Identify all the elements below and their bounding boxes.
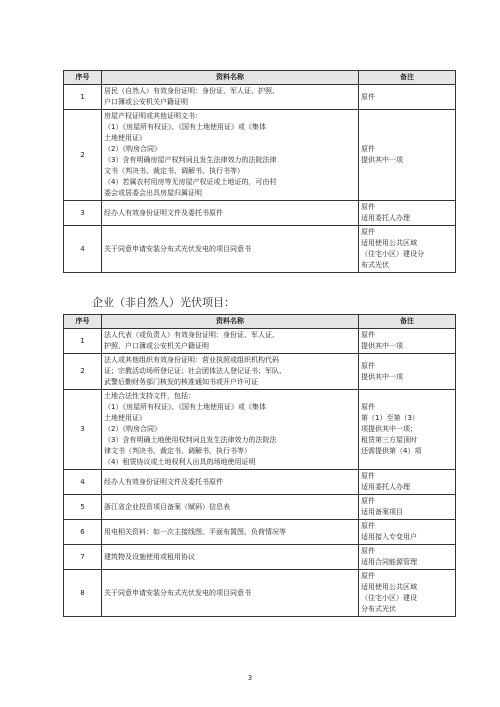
remark-line: 适用备案项目: [361, 508, 403, 516]
material-name-line: 房屋产权证明或其他证明文书：: [104, 112, 202, 120]
remark: [359, 390, 456, 470]
remark: [359, 85, 456, 110]
material-name: [102, 470, 359, 495]
table-row: [64, 495, 456, 520]
material-name: [102, 226, 359, 273]
remark-line: 适用合同能源管理: [361, 558, 417, 566]
remark-line: 还需提供第（4）项: [361, 447, 422, 455]
remark-line: 提供其中一项: [361, 372, 403, 381]
remark-line: 租赁第三方屋顶时: [361, 436, 417, 444]
material-name: [102, 495, 359, 520]
remark-line: 适用接入专变用户: [361, 533, 417, 541]
material-name-line: 居民（自然人）有效身份证明：身份证、军人证、护照、: [104, 87, 279, 95]
material-name-line: 浙江省企业投资项目备案（赋码）信息表: [104, 502, 230, 511]
material-name: [102, 520, 359, 545]
material-name: [102, 545, 359, 570]
row-number: 2: [64, 354, 102, 390]
table-row: [64, 520, 456, 545]
page-number: 3: [247, 674, 253, 682]
remark-line: 原件: [361, 92, 375, 101]
remark-line: 提供其中一项: [361, 342, 403, 350]
material-name-line: （1）《房屋所有权证》、《国有土地使用证》或《集体: [104, 123, 266, 131]
remark-line: （住宅小区）建设: [361, 594, 417, 602]
remark-line: 原件: [361, 497, 375, 505]
table-row: [64, 85, 456, 110]
material-name-line: （3）含有明确房屋产权判词且发生法律效力的法院法律: [104, 156, 277, 164]
header-no: 序号: [64, 71, 102, 85]
header-name: 资料名称: [102, 71, 359, 85]
header-no: 序号: [64, 315, 102, 329]
material-name-line: 律文书（判决书、裁定书、调解书、执行书等）: [104, 447, 251, 455]
material-name-line: 土地使用证》: [104, 134, 146, 142]
remark: [359, 110, 456, 201]
remark-line: 适用委托人办理: [361, 214, 410, 222]
material-name-line: （4）若属农村用房等无房屋产权证或土地证的，可由村: [104, 178, 277, 186]
remark-line: 原件: [361, 228, 375, 236]
remark: [359, 329, 456, 354]
remark-line: 原件: [361, 331, 375, 339]
table-header-row: [64, 71, 456, 85]
row-number: 1: [64, 85, 102, 110]
remark-line: 原件: [361, 203, 375, 211]
remark: [359, 520, 456, 545]
remark-line: 原件: [361, 472, 375, 480]
remark: [359, 470, 456, 495]
remark: [359, 495, 456, 520]
material-name-line: 经办人有效身份证明文件及委托书原件: [104, 477, 223, 486]
table-body: [64, 85, 456, 273]
remark-line: 提供其中一项: [361, 156, 403, 164]
material-name: [102, 85, 359, 110]
material-name-line: 用电相关资料：如一次主接线图、平面布置图、负荷情况等: [104, 527, 286, 536]
row-number: 7: [64, 545, 102, 570]
material-name-line: 武警后勤财务部门核发的核准通知书或开户许可证: [104, 378, 258, 386]
remark: [359, 570, 456, 617]
remark-line: 项提供其中一项；: [361, 425, 417, 433]
material-name-line: 土地合法性支持文件，包括：: [104, 392, 195, 400]
material-name-line: （4）租赁协议或土地权利人出具的场地使用证明: [104, 458, 256, 466]
remark-line: 原件: [361, 145, 375, 153]
remark-line: （住宅小区）建设分: [361, 250, 424, 258]
material-name: [102, 570, 359, 617]
header-name: 资料名称: [102, 315, 359, 329]
remark: [359, 226, 456, 273]
table-row: [64, 354, 456, 390]
material-name-line: 法人代表（或负责人）有效身份证明：身份证、军人证、: [104, 331, 279, 339]
material-name-line: 经办人有效身份证明文件及委托书原件: [104, 208, 223, 217]
remark-line: 原件: [361, 403, 375, 411]
table-row: [64, 470, 456, 495]
table-row: [64, 226, 456, 273]
material-name: [102, 354, 359, 390]
material-name: [102, 201, 359, 226]
remark-line: 适用委托人办理: [361, 483, 410, 491]
material-name: [102, 329, 359, 354]
row-number: 3: [64, 201, 102, 226]
table-row: [64, 329, 456, 354]
header-note: 备注: [359, 71, 456, 85]
section-title: 企业（非自然人）光伏项目：: [92, 296, 235, 309]
material-name-line: （2）《购房合同》: [104, 145, 161, 153]
row-number: 4: [64, 470, 102, 495]
enterprise-materials-table: [63, 314, 456, 617]
table-header-row: [64, 315, 456, 329]
material-name-line: （3）含有明确土地使用权判词且发生法律效力的法院法: [104, 436, 277, 444]
material-name: [102, 390, 359, 470]
table-row: [64, 201, 456, 226]
remark-line: 适用使用公共区域: [361, 239, 417, 247]
material-name-line: 护照、户口簿或公安机关户籍证明: [104, 342, 209, 350]
row-number: 5: [64, 495, 102, 520]
material-name-line: 建筑物及设施使用或租用协议: [104, 552, 195, 561]
table-row: [64, 390, 456, 470]
remark: [359, 201, 456, 226]
table-body: [64, 329, 456, 617]
table-row: [64, 545, 456, 570]
remark-line: 布式光伏: [361, 261, 389, 269]
row-number: 3: [64, 390, 102, 470]
material-name-line: （2）《购房合同》: [104, 425, 161, 433]
material-name-line: 法人或其他组织有效身份证明：营业执照或组织机构代码: [104, 356, 279, 364]
row-number: 6: [64, 520, 102, 545]
row-number: 1: [64, 329, 102, 354]
row-number: 2: [64, 110, 102, 201]
material-name-line: 户口簿或公安机关户籍证明: [104, 98, 188, 106]
remark-line: 原件: [361, 547, 375, 555]
material-name-line: 关于同意申请安装分布式光伏发电的项目同意书: [104, 588, 251, 597]
table-row: [64, 110, 456, 201]
remark-line: 适用使用公共区域: [361, 583, 417, 591]
remark-line: 第（1）至第（3）: [361, 414, 419, 422]
remark: [359, 545, 456, 570]
material-name-line: （1）《房屋所有权证》、《国有土地使用证》或《集体: [104, 403, 266, 411]
header-note: 备注: [359, 315, 456, 329]
material-name: [102, 110, 359, 201]
material-name-line: 文书（判决书、裁定书、调解书、执行书等）: [104, 167, 244, 175]
row-number: 4: [64, 226, 102, 273]
row-number: 8: [64, 570, 102, 617]
material-name-line: 关于同意申请安装分布式光伏发电的项目同意书: [104, 244, 251, 253]
material-name-line: 土地使用证》: [104, 414, 146, 422]
residential-materials-table: [63, 70, 456, 273]
remark-line: 原件: [361, 572, 375, 580]
table-row: [64, 570, 456, 617]
remark-line: 原件: [361, 361, 375, 370]
remark-line: 原件: [361, 522, 375, 530]
remark-line: 分布式光伏: [361, 605, 396, 613]
material-name-line: 证；宗教活动场所登记证；社会团体法人登记证书；军队、: [104, 367, 286, 375]
remark: [359, 354, 456, 390]
material-name-line: 委会或居委会出具房屋归属证明: [104, 189, 202, 197]
